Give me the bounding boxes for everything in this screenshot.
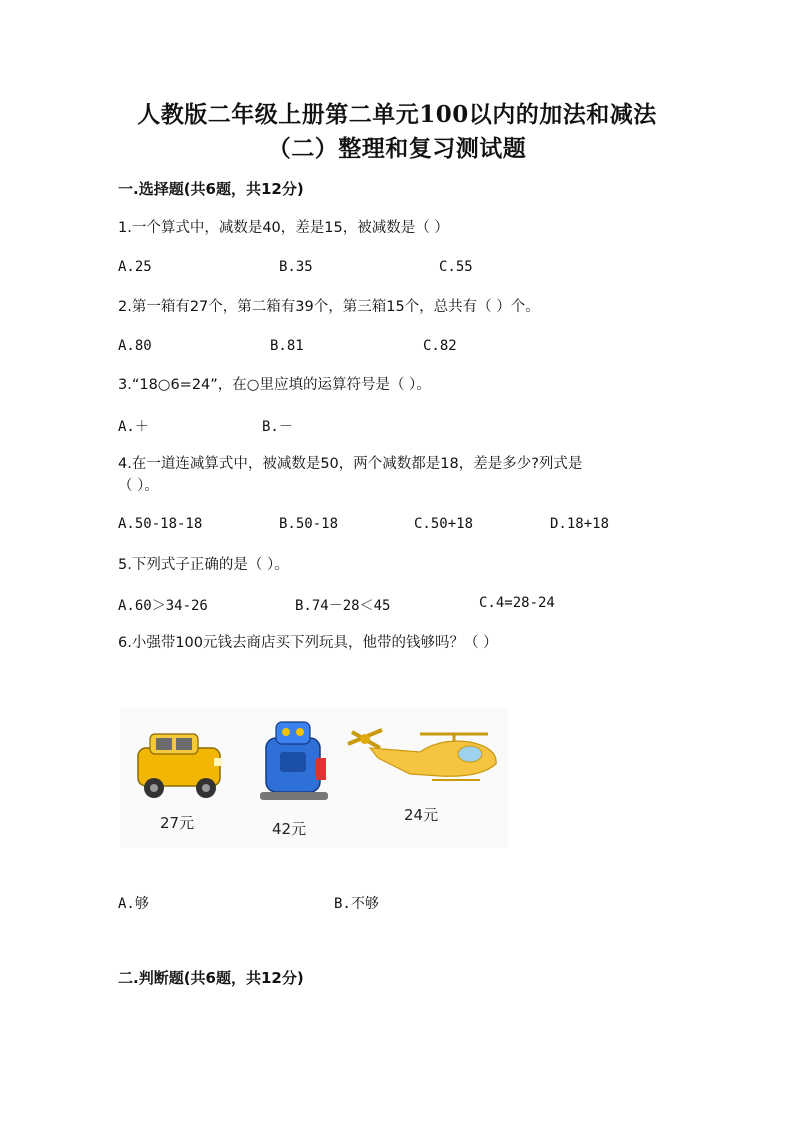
q2-option-c: C.82 [423,338,457,354]
q5-option-b: B.74－28＜45 [295,598,391,614]
q4-option-a: A.50-18-18 [118,516,203,532]
car-toy-icon [138,734,222,798]
q1-option-b: B.35 [279,259,313,275]
q5-option-c: C.4=28-24 [479,595,555,611]
q4-option-d: D.18+18 [550,516,610,532]
q4-option-c: C.50+18 [414,516,474,532]
car-price: 27元 [160,814,195,832]
section-heading-choice: 一.选择题(共6题，共12分) [118,180,304,198]
question-6: 6.小强带100元钱去商店买下列玩具，他带的钱够吗？（ ） [118,635,498,651]
section-heading-judgment: 二.判断题(共6题，共12分) [118,969,304,987]
q1-option-c: C.55 [439,259,473,275]
helicopter-price: 24元 [404,806,439,824]
question-1: 1.一个算式中，减数是40，差是15，被减数是（ ） [118,220,449,236]
q6-option-a: A.够 [118,896,149,912]
q2-option-b: B.81 [270,338,304,354]
question-4-line1: 4.在一道连减算式中，被减数是50，两个减数都是18，差是多少?列式是 [118,456,583,472]
q2-option-a: A.80 [118,338,152,354]
question-5: 5.下列式子正确的是（ ）。 [118,557,289,573]
q3-option-a: A.＋ [118,419,149,435]
q4-option-b: B.50-18 [279,516,339,532]
robot-price: 42元 [272,820,307,838]
q6-option-b: B.不够 [334,896,379,912]
toys-illustration [120,708,508,848]
page-title-line1: 人教版二年级上册第二单元100以内的加法和减法 [137,101,657,128]
toys-picture [120,708,508,848]
q5-option-a: A.60＞34-26 [118,598,208,614]
q1-option-a: A.25 [118,259,152,275]
q3-option-b: B.－ [262,419,293,435]
robot-toy-icon [260,722,328,800]
question-2: 2.第一箱有27个，第二箱有39个，第三箱15个，总共有（ ）个。 [118,299,540,315]
page-title-line2: （二）整理和复习测试题 [267,135,527,162]
question-3: 3.“18○6=24”，在○里应填的运算符号是（ ）。 [118,377,431,393]
helicopter-toy-icon [348,730,496,780]
question-4-line2: （ ）。 [118,478,159,494]
